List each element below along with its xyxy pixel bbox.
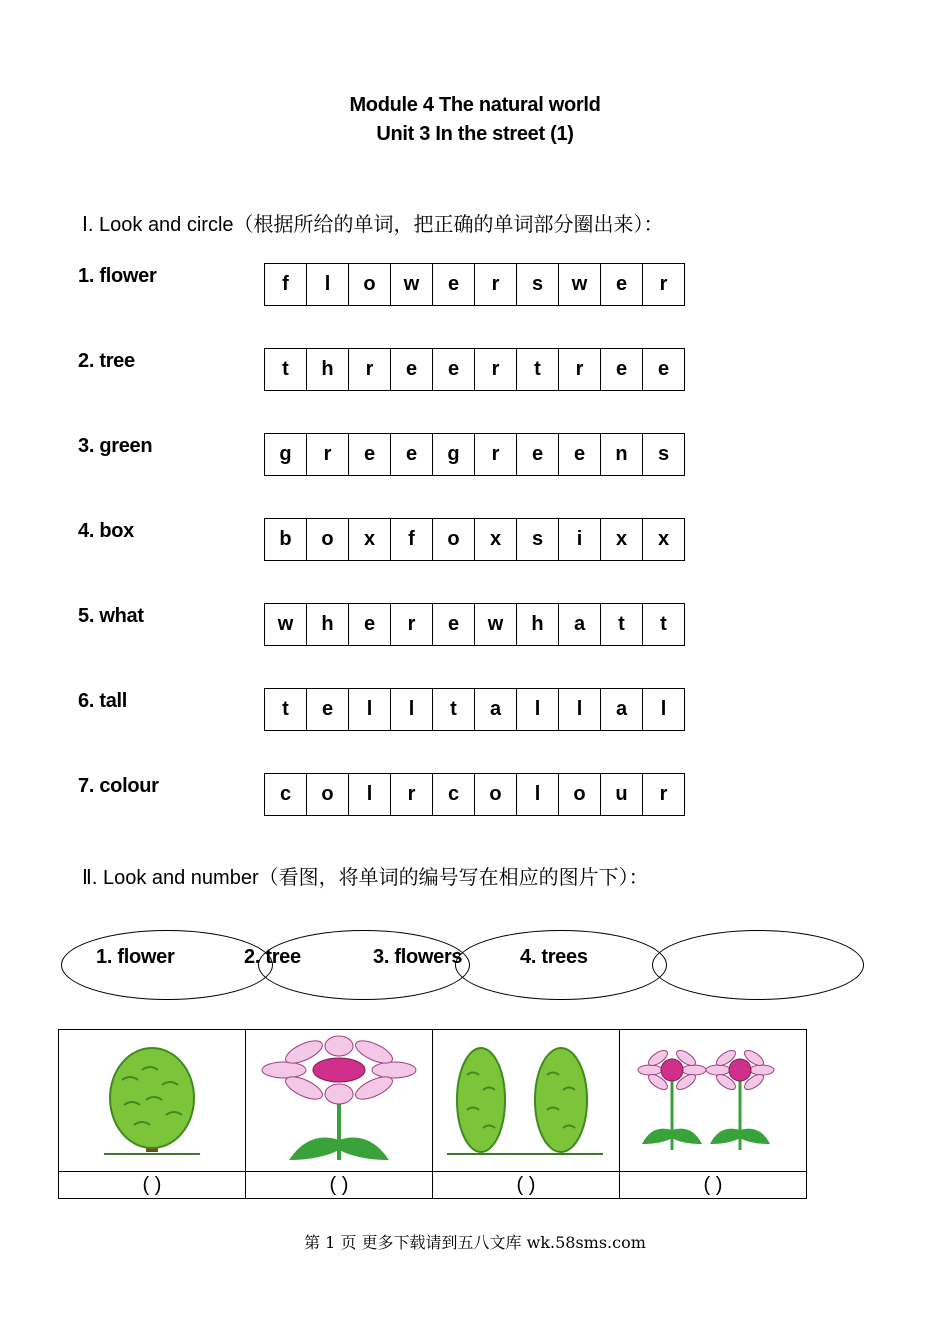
module-title: Module 4 The natural world <box>349 94 601 116</box>
picture-cell-3 <box>433 1030 620 1172</box>
letter-cell[interactable]: r <box>307 434 349 476</box>
item-label: 3. green <box>78 435 153 457</box>
letter-cell[interactable]: e <box>349 604 391 646</box>
item-label: 6. tall <box>78 690 128 712</box>
letter-cell[interactable]: r <box>559 349 601 391</box>
answer-blank-2[interactable]: ( ) <box>246 1172 433 1199</box>
letter-cell[interactable]: x <box>349 519 391 561</box>
letter-cell[interactable]: e <box>601 264 643 306</box>
letter-cell[interactable]: x <box>601 519 643 561</box>
letter-cell[interactable]: o <box>307 519 349 561</box>
two-flowers-icon <box>620 1030 806 1166</box>
letter-cell[interactable]: l <box>307 264 349 306</box>
letter-cell[interactable]: o <box>307 774 349 816</box>
letter-cell[interactable]: w <box>391 264 433 306</box>
picture-cell-4 <box>620 1030 807 1172</box>
letter-cell[interactable]: r <box>349 349 391 391</box>
section2-heading: Ⅱ. Look and number（看图，将单词的编号写在相应的图片下）： <box>82 867 649 889</box>
letter-cell[interactable]: c <box>433 774 475 816</box>
letter-cell[interactable]: l <box>559 689 601 731</box>
letter-cell[interactable]: t <box>601 604 643 646</box>
letter-cell[interactable]: e <box>601 349 643 391</box>
word-option-1: 1. flower <box>96 946 175 968</box>
letter-cell[interactable]: h <box>307 604 349 646</box>
letter-cell[interactable]: b <box>265 519 307 561</box>
letter-cell[interactable]: l <box>349 774 391 816</box>
letter-cell[interactable]: e <box>391 434 433 476</box>
letter-cell[interactable]: r <box>475 434 517 476</box>
unit-title: Unit 3 In the street (1) <box>376 123 574 145</box>
letter-cell[interactable]: w <box>559 264 601 306</box>
letter-cell[interactable]: s <box>517 264 559 306</box>
letter-cell[interactable]: e <box>307 689 349 731</box>
letter-cell[interactable]: t <box>517 349 559 391</box>
letter-cell[interactable]: l <box>517 689 559 731</box>
answer-blank-1[interactable]: ( ) <box>59 1172 246 1199</box>
section1-heading: Ⅰ. Look and circle（根据所给的单词，把正确的单词部分圈出来）： <box>82 214 664 236</box>
letter-cell[interactable]: u <box>601 774 643 816</box>
letter-cell[interactable]: g <box>265 434 307 476</box>
item-label: 5. what <box>78 605 144 627</box>
flower-icon <box>246 1030 432 1166</box>
tree-icon <box>59 1030 245 1166</box>
page-footer: 第 1 页 更多下载请到五八文库 wk.58sms.com <box>304 1233 646 1252</box>
letter-cell[interactable]: r <box>643 264 685 306</box>
letter-cell[interactable]: t <box>265 349 307 391</box>
letter-cell[interactable]: r <box>643 774 685 816</box>
letter-cell[interactable]: s <box>517 519 559 561</box>
item-label: 7. colour <box>78 775 159 797</box>
letter-cell[interactable]: l <box>643 689 685 731</box>
word-oval-4 <box>652 930 864 1000</box>
letter-cell[interactable]: e <box>391 349 433 391</box>
letter-cell[interactable]: t <box>265 689 307 731</box>
letter-cell[interactable]: e <box>517 434 559 476</box>
letter-cell[interactable]: e <box>433 264 475 306</box>
letter-cell[interactable]: h <box>307 349 349 391</box>
letter-cell[interactable]: x <box>643 519 685 561</box>
letter-grid <box>264 773 685 816</box>
letter-cell[interactable]: o <box>475 774 517 816</box>
letter-cell[interactable]: h <box>517 604 559 646</box>
letter-cell[interactable]: r <box>475 264 517 306</box>
two-trees-icon <box>433 1030 619 1166</box>
letter-cell[interactable]: a <box>475 689 517 731</box>
letter-cell[interactable]: g <box>433 434 475 476</box>
letter-grid <box>264 348 685 391</box>
letter-cell[interactable]: w <box>265 604 307 646</box>
picture-cell-1 <box>59 1030 246 1172</box>
item-label: 1. flower <box>78 265 157 287</box>
item-label: 4. box <box>78 520 134 542</box>
letter-cell[interactable]: i <box>559 519 601 561</box>
letter-cell[interactable]: l <box>517 774 559 816</box>
letter-cell[interactable]: e <box>559 434 601 476</box>
word-option-4: 4. trees <box>520 946 588 968</box>
picture-cell-2 <box>246 1030 433 1172</box>
letter-cell[interactable]: s <box>643 434 685 476</box>
letter-cell[interactable]: o <box>349 264 391 306</box>
word-option-3: 3. flowers <box>373 946 463 968</box>
letter-cell[interactable]: r <box>391 604 433 646</box>
letter-cell[interactable]: l <box>349 689 391 731</box>
letter-cell[interactable]: r <box>475 349 517 391</box>
letter-cell[interactable]: t <box>643 604 685 646</box>
letter-cell[interactable]: x <box>475 519 517 561</box>
letter-cell[interactable]: r <box>391 774 433 816</box>
letter-grid <box>264 433 685 476</box>
letter-cell[interactable]: w <box>475 604 517 646</box>
letter-cell[interactable]: l <box>391 689 433 731</box>
letter-cell[interactable]: e <box>433 349 475 391</box>
letter-cell[interactable]: a <box>559 604 601 646</box>
letter-grid <box>264 603 685 646</box>
letter-cell[interactable]: e <box>433 604 475 646</box>
letter-cell[interactable]: o <box>433 519 475 561</box>
item-label: 2. tree <box>78 350 135 372</box>
letter-cell[interactable]: e <box>643 349 685 391</box>
letter-cell[interactable]: f <box>265 264 307 306</box>
letter-cell[interactable]: o <box>559 774 601 816</box>
answer-blank-4[interactable]: ( ) <box>620 1172 807 1199</box>
letter-cell[interactable]: n <box>601 434 643 476</box>
letter-cell[interactable]: t <box>433 689 475 731</box>
letter-grid <box>264 518 685 561</box>
word-option-2: 2. tree <box>244 946 301 968</box>
letter-cell[interactable]: e <box>349 434 391 476</box>
letter-cell[interactable]: f <box>391 519 433 561</box>
letter-cell[interactable]: a <box>601 689 643 731</box>
answer-blank-3[interactable]: ( ) <box>433 1172 620 1199</box>
letter-grid <box>264 263 685 306</box>
letter-grid <box>264 688 685 731</box>
letter-cell[interactable]: c <box>265 774 307 816</box>
picture-table <box>58 1029 807 1199</box>
